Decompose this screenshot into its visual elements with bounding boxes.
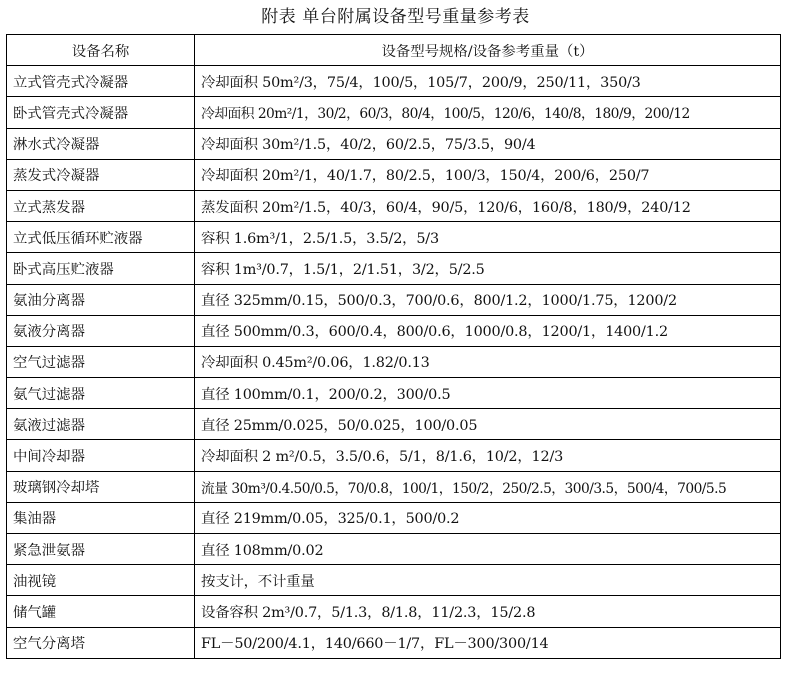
spec-weight-cell: 直径 325mm/0.15，500/0.3，700/0.6，800/1.2，1000/1.75，1200/2 bbox=[195, 284, 781, 315]
spec-weight-cell: 容积 1.6m³/1，2.5/1.5，3.5/2，5/3 bbox=[195, 222, 781, 253]
table-row bbox=[7, 346, 781, 377]
spec-weight-cell: 设备容积 2m³/0.7，5/1.3，8/1.8，11/2.3，15/2.8 bbox=[195, 596, 781, 627]
spec-weight-cell: 冷却面积 20m²/1，40/1.7，80/2.5，100/3，150/4，200/6，250/7 bbox=[195, 159, 781, 190]
spec-weight-cell: 按支计，不计重量 bbox=[195, 565, 781, 596]
spec-weight-cell: 直径 500mm/0.3，600/0.4，800/0.6，1000/0.8，1200/1，1400/1.2 bbox=[195, 315, 781, 346]
equipment-name-cell: 立式管壳式冷凝器 bbox=[7, 66, 195, 97]
table-row bbox=[7, 253, 781, 284]
table-row bbox=[7, 409, 781, 440]
equipment-name-cell: 卧式管壳式冷凝器 bbox=[7, 97, 195, 128]
table-row bbox=[7, 471, 781, 502]
equipment-name-cell: 氨液过滤器 bbox=[7, 409, 195, 440]
table-row bbox=[7, 222, 781, 253]
equipment-name-cell: 卧式高压贮液器 bbox=[7, 253, 195, 284]
equipment-name-cell: 淋水式冷凝器 bbox=[7, 128, 195, 159]
table-row bbox=[7, 66, 781, 97]
equipment-name-cell: 玻璃钢冷却塔 bbox=[7, 471, 195, 502]
equipment-name-cell: 立式低压循环贮液器 bbox=[7, 222, 195, 253]
table-row bbox=[7, 97, 781, 128]
equipment-name-cell: 油视镜 bbox=[7, 565, 195, 596]
table-row bbox=[7, 502, 781, 533]
column-header-spec-weight: 设备型号规格/设备参考重量（t） bbox=[195, 35, 781, 66]
equipment-name-cell: 集油器 bbox=[7, 502, 195, 533]
equipment-name-cell: 立式蒸发器 bbox=[7, 190, 195, 221]
spec-weight-cell: 容积 1m³/0.7，1.5/1，2/1.51，3/2，5/2.5 bbox=[195, 253, 781, 284]
equipment-name-cell: 氨气过滤器 bbox=[7, 378, 195, 409]
equipment-name-cell: 储气罐 bbox=[7, 596, 195, 627]
table-row bbox=[7, 565, 781, 596]
table-row bbox=[7, 284, 781, 315]
equipment-name-cell: 空气过滤器 bbox=[7, 346, 195, 377]
equipment-name-cell: 氨油分离器 bbox=[7, 284, 195, 315]
table-row bbox=[7, 596, 781, 627]
spec-weight-cell: 流量 30m³/0.4.50/0.5，70/0.8，100/1，150/2，250/2.5，300/3.5，500/4，700/5.5 bbox=[195, 471, 781, 502]
table-row bbox=[7, 190, 781, 221]
spec-weight-cell: 冷却面积 50m²/3，75/4，100/5，105/7，200/9，250/11，350/3 bbox=[195, 66, 781, 97]
table-row bbox=[7, 534, 781, 565]
column-header-equipment-name: 设备名称 bbox=[7, 35, 195, 66]
table-row bbox=[7, 440, 781, 471]
spec-weight-cell: 直径 100mm/0.1，200/0.2，300/0.5 bbox=[195, 378, 781, 409]
table-row bbox=[7, 378, 781, 409]
equipment-name-cell: 氨液分离器 bbox=[7, 315, 195, 346]
equipment-name-cell: 紧急泄氨器 bbox=[7, 534, 195, 565]
equipment-name-cell: 空气分离塔 bbox=[7, 627, 195, 658]
table-caption: 附表 单台附属设备型号重量参考表 bbox=[261, 7, 530, 27]
spec-weight-cell: 直径 25mm/0.025，50/0.025，100/0.05 bbox=[195, 409, 781, 440]
spec-weight-cell: 冷却面积 0.45m²/0.06，1.82/0.13 bbox=[195, 346, 781, 377]
equipment-name-cell: 中间冷却器 bbox=[7, 440, 195, 471]
spec-weight-cell: FL－50/200/4.1，140/660－1/7，FL－300/300/14 bbox=[195, 627, 781, 658]
spec-weight-cell: 冷却面积 20m²/1，30/2，60/3，80/4，100/5，120/6，140/8，180/9，200/12 bbox=[195, 97, 781, 128]
table-row bbox=[7, 159, 781, 190]
equipment-name-cell: 蒸发式冷凝器 bbox=[7, 159, 195, 190]
spec-weight-cell: 直径 108mm/0.02 bbox=[195, 534, 781, 565]
table-row bbox=[7, 627, 781, 658]
spec-weight-cell: 蒸发面积 20m²/1.5，40/3，60/4，90/5，120/6，160/8，180/9，240/12 bbox=[195, 190, 781, 221]
table-header-row bbox=[7, 35, 781, 66]
spec-weight-cell: 冷却面积 2 m²/0.5，3.5/0.6，5/1，8/1.6，10/2，12/3 bbox=[195, 440, 781, 471]
equipment-weight-table bbox=[6, 34, 781, 659]
table-row bbox=[7, 315, 781, 346]
spec-weight-cell: 冷却面积 30m²/1.5，40/2，60/2.5，75/3.5，90/4 bbox=[195, 128, 781, 159]
table-row bbox=[7, 128, 781, 159]
spec-weight-cell: 直径 219mm/0.05，325/0.1，500/0.2 bbox=[195, 502, 781, 533]
